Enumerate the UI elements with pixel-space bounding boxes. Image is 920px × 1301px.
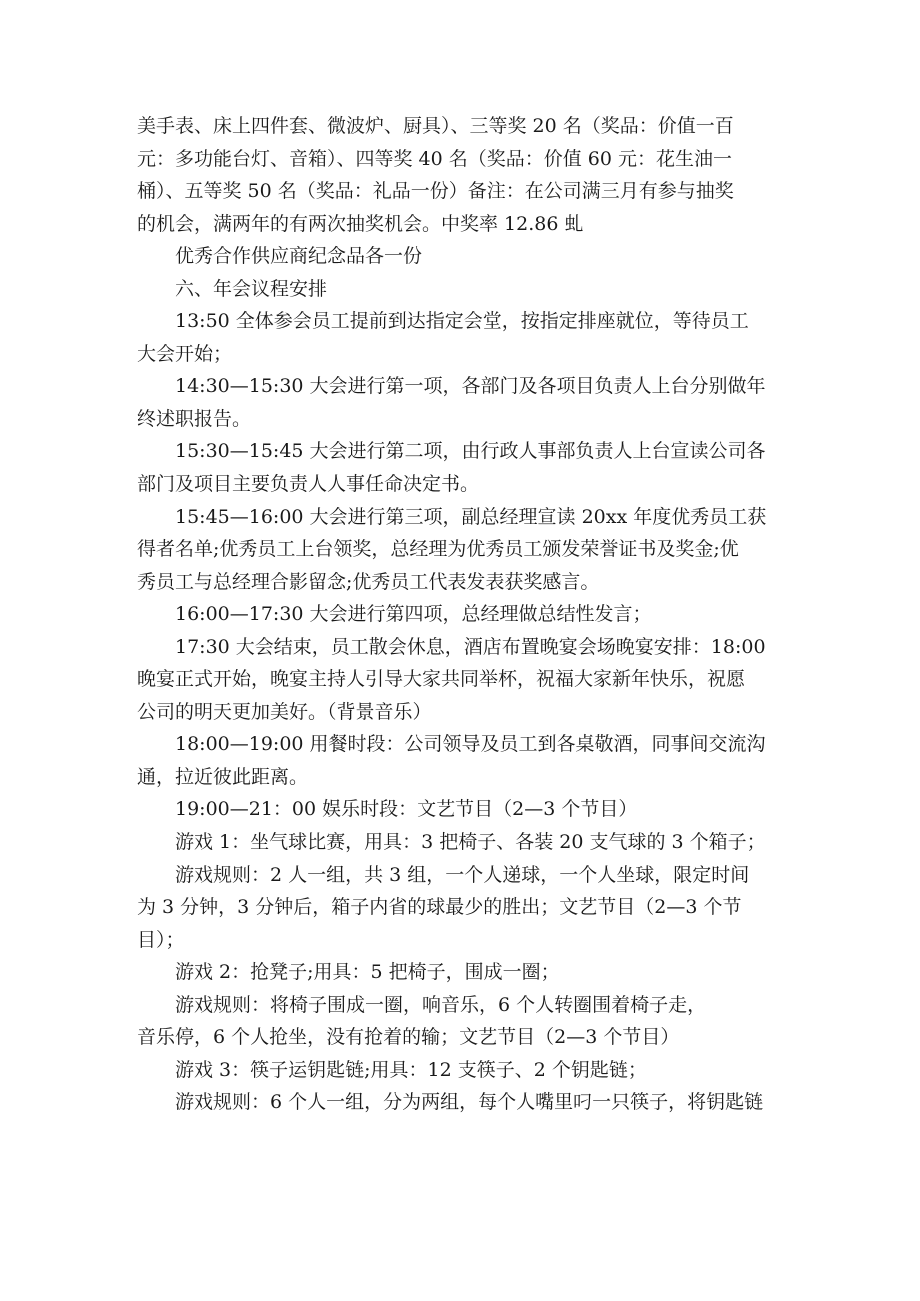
text-line: 14:30—15:30 大会进行第一项，各部门及各项目负责人上台分别做年 bbox=[175, 375, 766, 398]
text-line: 桶）、五等奖 50 名（奖品：礼品一份）备注：在公司满三月有参与抽奖 bbox=[137, 180, 734, 203]
text-line: 目）； bbox=[137, 928, 185, 951]
text-line: 游戏规则：将椅子围成一圈，响音乐，6 个人转圈围着椅子走， bbox=[175, 993, 707, 1016]
text-line: 游戏规则：2 人一组，共 3 组，一个人递球，一个人坐球，限定时间 bbox=[175, 863, 750, 886]
text-line: 晚宴正式开始，晚宴主持人引导大家共同举杯，祝福大家新年快乐，祝愿 bbox=[137, 668, 746, 691]
text-line: 终述职报告。 bbox=[137, 407, 252, 430]
text-line: 15:30—15:45 大会进行第二项，由行政人事部负责人上台宣读公司各 bbox=[175, 440, 766, 463]
text-line: 公司的明天更加美好。（背景音乐） bbox=[137, 700, 432, 723]
text-line: 元：多功能台灯、音箱）、四等奖 40 名（奖品：价值 60 元：花生油一 bbox=[137, 147, 733, 170]
text-line: 得者名单;优秀员工上台领奖，总经理为优秀员工颁发荣誉证书及奖金;优 bbox=[137, 538, 739, 561]
text-line: 游戏规则：6 个人一组，分为两组，每个人嘴里叼一只筷子，将钥匙链 bbox=[175, 1091, 764, 1114]
text-line: 游戏 1：坐气球比赛，用具：3 把椅子、各装 20 支气球的 3 个箱子； bbox=[175, 831, 766, 854]
text-line: 17:30 大会结束，员工散会休息，酒店布置晚宴会场晚宴安排：18:00 bbox=[175, 635, 766, 658]
text-line: 美手表、床上四件套、微波炉、厨具）、三等奖 20 名（奖品：价值一百 bbox=[137, 115, 734, 137]
text-line: 游戏 2：抢凳子;用具：5 把椅子，围成一圈； bbox=[175, 961, 560, 984]
text-line: 15:45—16:00 大会进行第三项，副总经理宣读 20xx 年度优秀员工获 bbox=[175, 505, 767, 528]
text-line: 优秀合作供应商纪念品各一份 bbox=[175, 245, 423, 268]
text-line: 部门及项目主要负责人人事任命决定书。 bbox=[137, 473, 480, 496]
section-heading: 六、年会议程安排 bbox=[175, 277, 328, 300]
text-line: 18:00—19:00 用餐时段：公司领导及员工到各桌敬酒，同事间交流沟 bbox=[175, 733, 766, 756]
text-line: 音乐停，6 个人抢坐，没有抢着的输；文艺节目（2—3 个节目） bbox=[137, 1026, 680, 1049]
text-line: 13:50 全体参会员工提前到达指定会堂，按指定排座就位，等待员工 bbox=[175, 310, 749, 333]
text-line: 为 3 分钟，3 分钟后，箱子内省的球最少的胜出；文艺节目（2—3 个节 bbox=[137, 896, 742, 919]
text-line: 游戏 3：筷子运钥匙链;用具：12 支筷子、2 个钥匙链； bbox=[175, 1058, 647, 1081]
text-line: 秀员工与总经理合影留念;优秀员工代表发表获奖感言。 bbox=[137, 570, 600, 593]
text-line: 通，拉近彼此距离。 bbox=[137, 765, 309, 788]
document-body bbox=[137, 110, 787, 1119]
text-line: 19:00—21：00 娱乐时段：文艺节目（2—3 个节目） bbox=[175, 798, 638, 821]
text-line: 16:00—17:30 大会进行第四项，总经理做总结性发言； bbox=[175, 603, 652, 626]
text-line: 大会开始； bbox=[137, 342, 233, 365]
text-line: 的机会，满两年的有两次抽奖机会。中奖率 12.86 虬 bbox=[137, 212, 584, 235]
